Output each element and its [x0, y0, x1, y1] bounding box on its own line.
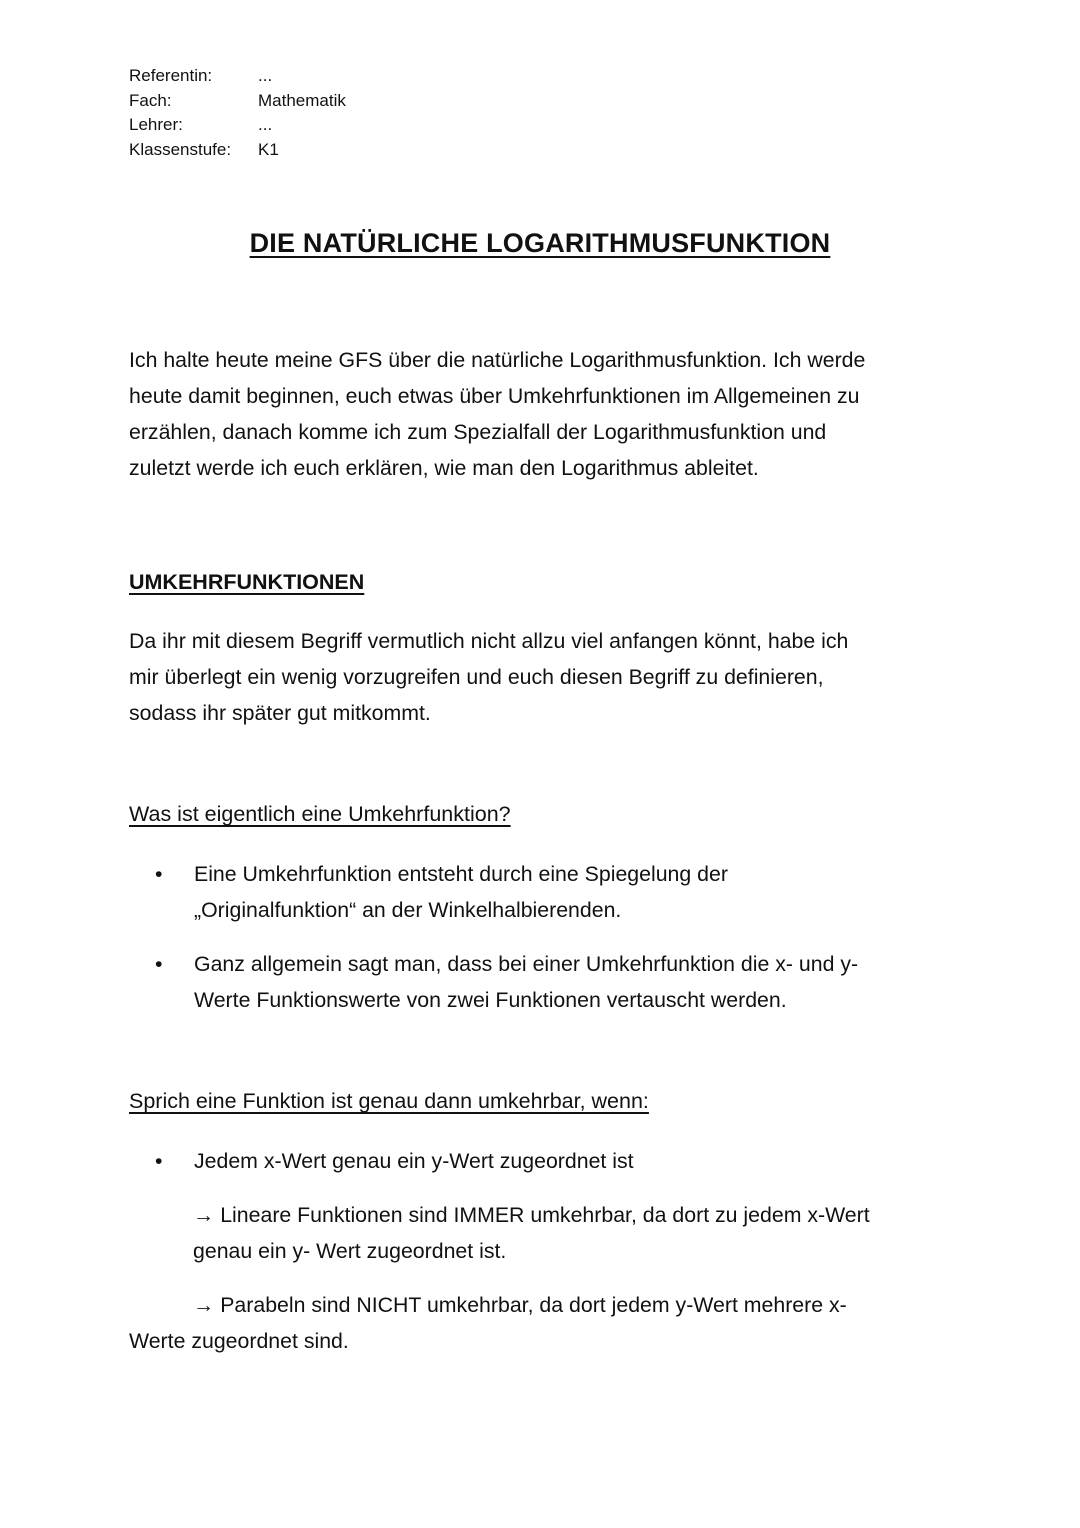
list-item-line: „Originalfunktion“ an der Winkelhalbierenden. — [194, 898, 622, 922]
list-item-text — [194, 946, 934, 1018]
umkehr-line: Da ihr mit diesem Begriff vermutlich nicht allzu viel anfangen könnt, habe ich — [129, 629, 849, 653]
intro-line: erzählen, danach komme ich zum Spezialfall der Logarithmusfunktion und — [129, 420, 827, 444]
list-item-line: Ganz allgemein sagt man, dass bei einer Umkehrfunktion die x- und y- — [194, 952, 859, 976]
arrow-note-line: genau ein y- Wert zugeordnet ist. — [193, 1239, 507, 1263]
list-item-text: Jedem x-Wert genau ein y-Wert zugeordnet ist — [194, 1149, 634, 1173]
meta-row-fach — [129, 89, 346, 114]
subheading-what-is: Was ist eigentlich eine Umkehrfunktion? — [129, 802, 511, 826]
meta-value: ... — [258, 115, 273, 134]
section-heading-umkehrfunktionen: UMKEHRFUNKTIONEN — [129, 570, 365, 594]
meta-row-referentin — [129, 64, 346, 89]
document-title: DIE NATÜRLICHE LOGARITHMUSFUNKTION — [249, 228, 831, 258]
meta-label: Lehrer: — [129, 115, 183, 134]
intro-line: Ich halte heute meine GFS über die natürliche Logarithmusfunktion. Ich werde — [129, 348, 866, 372]
meta-row-klassenstufe — [129, 138, 346, 163]
umkehr-line: mir überlegt ein wenig vorzugreifen und euch diesen Begriff zu definieren, — [129, 665, 824, 689]
meta-value: K1 — [258, 139, 279, 159]
meta-row-lehrer — [129, 113, 346, 138]
intro-line: zuletzt werde ich euch erklären, wie man den Logarithmus ableitet. — [129, 456, 759, 480]
arrow-note-linear — [193, 1197, 953, 1269]
meta-value: ... — [258, 66, 273, 85]
meta-label: Referentin: — [129, 66, 213, 85]
umkehr-line: sodass ihr später gut mitkommt. — [129, 701, 431, 725]
list-item-text — [194, 856, 934, 928]
document-meta — [129, 64, 346, 162]
meta-label: Fach: — [129, 90, 172, 110]
arrow-note-parabel-line: Werte zugeordnet sind. — [129, 1329, 349, 1353]
subheading-condition: Sprich eine Funktion ist genau dann umkehrbar, wenn: — [129, 1089, 649, 1113]
intro-line: heute damit beginnen, euch etwas über Umkehrfunktionen im Allgemeinen zu — [129, 384, 860, 408]
bullet-icon: • — [155, 862, 163, 886]
meta-value: Mathematik — [258, 90, 346, 110]
list-item-line: Werte Funktionswerte von zwei Funktionen vertauscht werden. — [194, 988, 787, 1012]
bullet-icon: • — [155, 952, 163, 976]
umkehr-paragraph — [129, 623, 959, 731]
arrow-note-parabel-line: → Parabeln sind NICHT umkehrbar, da dort jedem y-Wert mehrere x- — [193, 1293, 847, 1317]
bullet-icon: • — [155, 1149, 163, 1173]
arrow-note-line: → Lineare Funktionen sind IMMER umkehrbar, da dort zu jedem x-Wert — [193, 1203, 870, 1227]
intro-paragraph — [129, 342, 959, 486]
meta-label: Klassenstufe: — [129, 139, 232, 159]
list-item-line: Eine Umkehrfunktion entsteht durch eine Spiegelung der — [194, 862, 728, 886]
